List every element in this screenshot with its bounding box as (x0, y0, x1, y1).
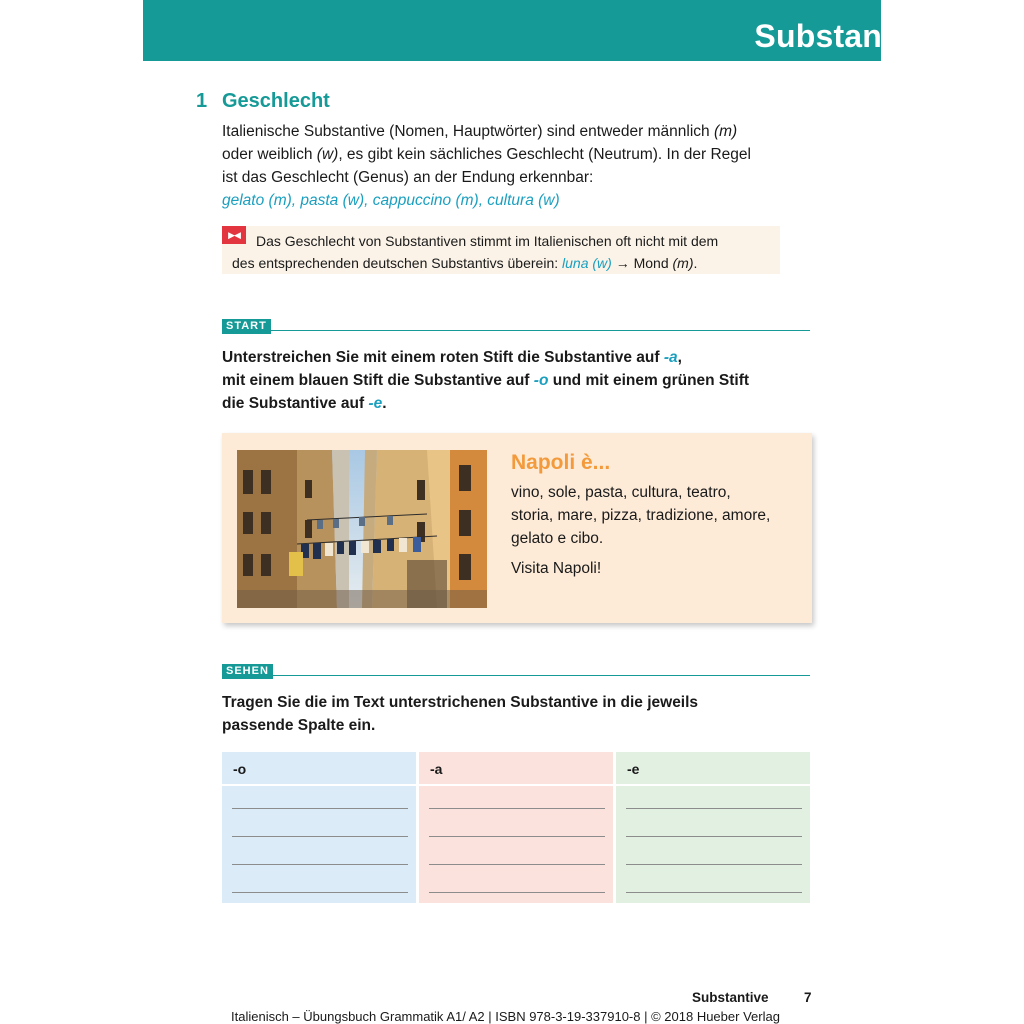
write-line[interactable] (232, 808, 408, 809)
note-text: → Mond (611, 255, 673, 271)
gender-marker: (m) (713, 123, 738, 140)
column-header: -o (222, 752, 416, 784)
column-header: -a (419, 752, 613, 784)
page-title: Substantive (754, 18, 938, 54)
footer-info: Italienisch – Übungsbuch Grammatik A1/ A2 | ISBN 978-3-19-337910-8 | © 2018 Hueber Verlag (231, 1009, 780, 1024)
start-label-row (222, 316, 810, 331)
instruction-text: die Substantive auf (222, 395, 369, 412)
instruction-text: mit einem blauen Stift die Substantive auf (222, 372, 534, 389)
intro-text: ist das Geschlecht (Genus) an der Endung erkennbar: (222, 169, 594, 186)
napoli-visit: Visita Napoli! (511, 560, 602, 577)
gender-marker: (w) (316, 146, 339, 163)
flag-icon: ▶◀ (222, 226, 246, 244)
napoli-line: gelato e cibo. (511, 530, 604, 547)
write-line[interactable] (626, 836, 802, 837)
write-line[interactable] (626, 892, 802, 893)
start-instructions (222, 346, 822, 415)
napoli-text (511, 481, 806, 550)
instruction-text: Unterstreichen Sie mit einem roten Stift die Substantive auf (222, 349, 664, 366)
ending-marker: -e (368, 395, 383, 412)
start-label: START (222, 319, 271, 334)
column-body[interactable] (616, 786, 810, 903)
ending-marker: -a (663, 349, 678, 366)
napoli-line: vino, sole, pasta, cultura, teatro, (511, 484, 731, 501)
note-text: . (693, 255, 698, 271)
column-a (419, 752, 613, 903)
intro-examples: gelato (m), pasta (w), cappuccino (m), cultura (w) (222, 192, 560, 209)
write-line[interactable] (626, 864, 802, 865)
write-line[interactable] (232, 836, 408, 837)
write-line[interactable] (429, 864, 605, 865)
note-box (222, 226, 780, 274)
napoli-line: storia, mare, pizza, tradizione, amore, (511, 507, 771, 524)
write-line[interactable] (429, 836, 605, 837)
write-line[interactable] (429, 808, 605, 809)
note-text: Das Geschlecht von Substantiven stimmt im Italienischen oft nicht mit dem (256, 233, 719, 249)
section-number: 1 (196, 90, 208, 112)
intro-text: oder weiblich (222, 146, 317, 163)
intro-text: Italienische Substantive (Nomen, Hauptwörter) sind entweder männlich (222, 123, 714, 140)
column-o (222, 752, 416, 903)
instruction-text: Tragen Sie die im Text unterstrichenen Substantive in die jeweils (222, 694, 699, 711)
sehen-instructions (222, 691, 822, 737)
page-number: 7 (804, 990, 812, 1005)
section-title: Geschlecht (222, 90, 330, 112)
ending-marker: -o (533, 372, 549, 389)
gender-marker: (m) (672, 255, 694, 271)
instruction-text: . (382, 395, 387, 412)
napoli-title: Napoli è... (511, 451, 611, 474)
napoli-box (222, 433, 812, 623)
column-header: -e (616, 752, 810, 784)
sehen-label-row (222, 661, 810, 676)
column-e (616, 752, 810, 903)
note-italian-word: luna (w) (562, 255, 612, 271)
column-body[interactable] (419, 786, 613, 903)
ending-table (222, 752, 810, 903)
instruction-text: und mit einem grünen Stift (548, 372, 750, 389)
instruction-text: passende Spalte ein. (222, 717, 376, 734)
note-text: des entsprechenden deutschen Substantivs überein: (232, 255, 563, 271)
write-line[interactable] (232, 864, 408, 865)
sehen-label: SEHEN (222, 664, 273, 679)
intro-paragraph (222, 120, 822, 212)
instruction-text: , (677, 349, 682, 366)
write-line[interactable] (429, 892, 605, 893)
write-line[interactable] (626, 808, 802, 809)
naples-street-photo (237, 450, 487, 608)
column-body[interactable] (222, 786, 416, 903)
footer-section: Substantive (692, 990, 769, 1005)
intro-text: , es gibt kein sächliches Geschlecht (Neutrum). In der Regel (338, 146, 751, 163)
write-line[interactable] (232, 892, 408, 893)
